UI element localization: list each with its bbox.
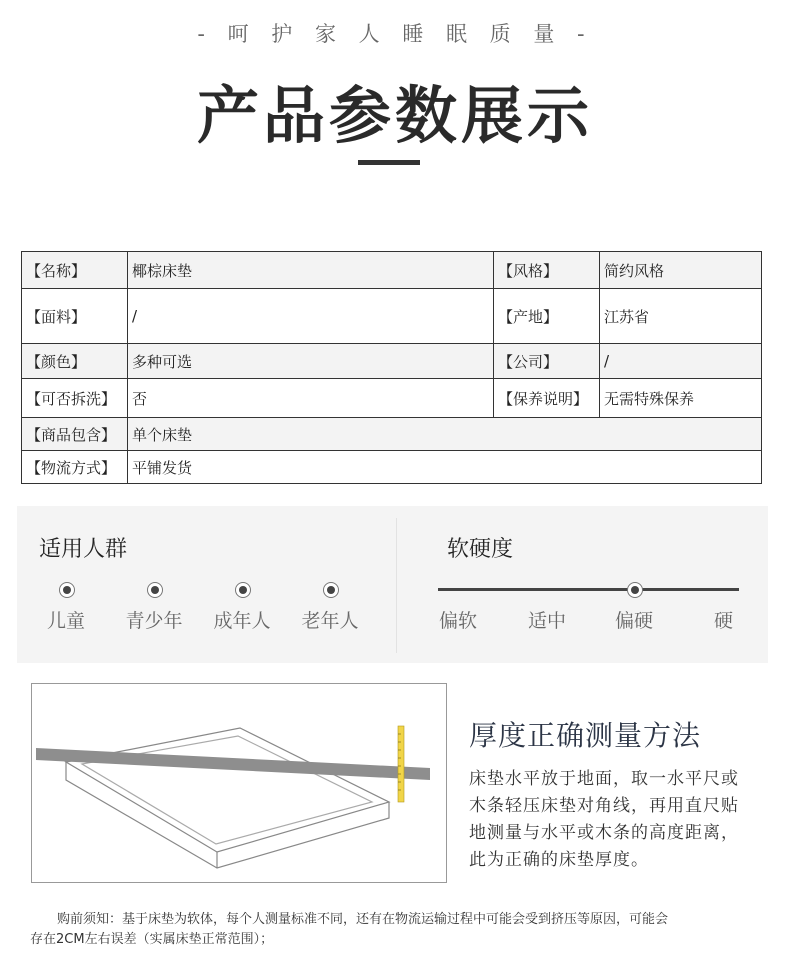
radio-icon	[627, 582, 643, 598]
param-key: 【可否拆洗】	[22, 379, 128, 418]
param-key: 【公司】	[494, 344, 600, 379]
audience-option: 青少年	[125, 610, 183, 632]
measure-text-line: 地测量与水平或木条的高度距离，	[469, 823, 739, 843]
table-row	[22, 289, 762, 344]
title-underline	[358, 160, 420, 165]
params-table	[21, 251, 762, 484]
table-row	[22, 252, 762, 289]
radio-icon	[147, 582, 163, 598]
param-value: /	[128, 289, 494, 344]
purchase-note: 购前须知：基于床垫为软体，每个人测量标准不同，还有在物流运输过程中可能会受到挤压等原因，可能会	[57, 912, 669, 927]
radio-icon	[235, 582, 251, 598]
tagline: - 呵 护 家 人 睡 眠 质 量 -	[197, 22, 593, 46]
page-title: 产品参数展示	[196, 79, 593, 152]
measure-text-line: 木条轻压床垫对角线，再用直尺贴	[469, 796, 739, 816]
measure-text-line: 此为正确的床垫厚度。	[469, 850, 649, 870]
param-key: 【产地】	[494, 289, 600, 344]
radio-icon	[323, 582, 339, 598]
hardness-scale	[438, 588, 739, 591]
measure-title: 厚度正确测量方法	[469, 719, 702, 752]
param-value: 否	[128, 379, 494, 418]
table-row	[22, 418, 762, 451]
audience-option: 成年人	[213, 610, 271, 632]
ruler-icon	[398, 726, 404, 802]
level-bar	[36, 748, 430, 780]
hardness-level: 偏软	[439, 610, 478, 632]
panel-divider	[396, 518, 397, 653]
param-key: 【面料】	[22, 289, 128, 344]
param-value: 无需特殊保养	[600, 379, 762, 418]
measure-text-line: 床垫水平放于地面，取一水平尺或	[469, 769, 739, 789]
hardness-level: 硬	[714, 610, 734, 632]
measure-illustration	[31, 683, 447, 883]
radio-icon	[59, 582, 75, 598]
param-key: 【颜色】	[22, 344, 128, 379]
param-value: 江苏省	[600, 289, 762, 344]
audience-hardness-panel	[17, 506, 768, 663]
table-row	[22, 451, 762, 484]
hardness-level: 偏硬	[615, 610, 654, 632]
param-value: 简约风格	[600, 252, 762, 289]
table-row	[22, 344, 762, 379]
param-key: 【保养说明】	[494, 379, 600, 418]
audience-option: 老年人	[301, 610, 359, 632]
hardness-title: 软硬度	[447, 537, 514, 562]
mattress-diagram	[32, 684, 446, 882]
param-value: 多种可选	[128, 344, 494, 379]
param-key: 【名称】	[22, 252, 128, 289]
purchase-note: 存在2CM左右误差（实属床垫正常范围）；	[30, 932, 274, 947]
audience-option: 儿童	[46, 610, 85, 632]
param-value: /	[600, 344, 762, 379]
param-value: 平铺发货	[128, 451, 762, 484]
audience-title: 适用人群	[39, 537, 128, 562]
param-key: 【商品包含】	[22, 418, 128, 451]
param-key: 【物流方式】	[22, 451, 128, 484]
param-key: 【风格】	[494, 252, 600, 289]
table-row	[22, 379, 762, 418]
hardness-level: 适中	[528, 610, 567, 632]
param-value: 椰棕床垫	[128, 252, 494, 289]
param-value: 单个床垫	[128, 418, 762, 451]
